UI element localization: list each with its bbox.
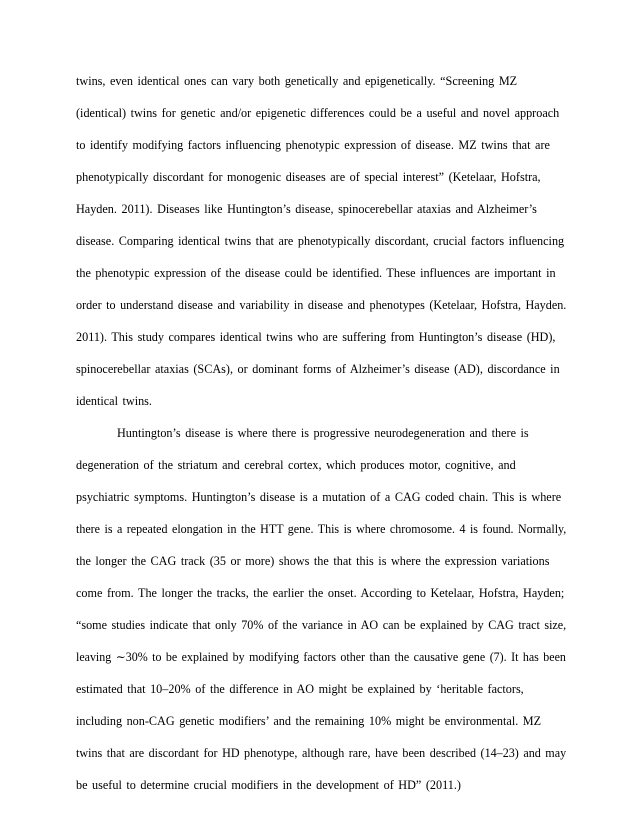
text-line: spinocerebellar ataxias (SCAs), or dominant forms of Alzheimer’s disease (AD), discordance in — [76, 362, 560, 376]
text-line: Hayden. 2011). Diseases like Huntington’s disease, spinocerebellar ataxias and Alzheimer’s — [76, 202, 537, 216]
text-line: leaving ∼30% to be explained by modifying factors other than the causative gene (7). It has been — [76, 650, 566, 664]
text-line: the phenotypic expression of the disease could be identified. These influences are important in — [76, 266, 556, 280]
text-line: estimated that 10–20% of the difference in AO might be explained by ‘heritable factors, — [76, 682, 524, 696]
text-line: disease. Comparing identical twins that are phenotypically discordant, crucial factors influencing — [76, 234, 565, 248]
text-line: there is a repeated elongation in the HTT gene. This is where chromosome. 4 is found. Normally, — [76, 522, 567, 536]
text-line: be useful to determine crucial modifiers in the development of HD” (2011.) — [76, 778, 461, 792]
text-line: including non-CAG genetic modifiers’ and the remaining 10% might be environmental. MZ — [76, 714, 542, 728]
text-line: 2011). This study compares identical twins who are suffering from Huntington’s disease (HD), — [76, 330, 556, 344]
paragraph-first-line: Huntington’s disease is where there is progressive neurodegeneration and there is — [117, 426, 529, 440]
text-line: the longer the CAG track (35 or more) shows the that this is where the expression variations — [76, 554, 550, 568]
text-line: degeneration of the striatum and cerebral cortex, which produces motor, cognitive, and — [76, 458, 516, 472]
text-line: to identify modifying factors influencing phenotypic expression of disease. MZ twins that are — [76, 138, 550, 152]
text-line: “some studies indicate that only 70% of the variance in AO can be explained by CAG tract size, — [76, 618, 567, 632]
text-line: twins, even identical ones can vary both genetically and epigenetically. “Screening MZ — [76, 74, 518, 88]
text-line: come from. The longer the tracks, the earlier the onset. According to Ketelaar, Hofstra, Hayden; — [76, 586, 565, 600]
text-line: identical twins. — [76, 394, 152, 408]
text-line: order to understand disease and variability in disease and phenotypes (Ketelaar, Hofstra, Hayden. — [76, 298, 567, 312]
text-line: psychiatric symptoms. Huntington’s disease is a mutation of a CAG coded chain. This is where — [76, 490, 562, 504]
text-line: (identical) twins for genetic and/or epigenetic differences could be a useful and novel approach — [76, 106, 560, 120]
text-line: phenotypically discordant for monogenic diseases are of special interest” (Ketelaar, Hofstra, — [76, 170, 541, 184]
text-line: twins that are discordant for HD phenotype, although rare, have been described (14–23) and may — [76, 746, 567, 760]
